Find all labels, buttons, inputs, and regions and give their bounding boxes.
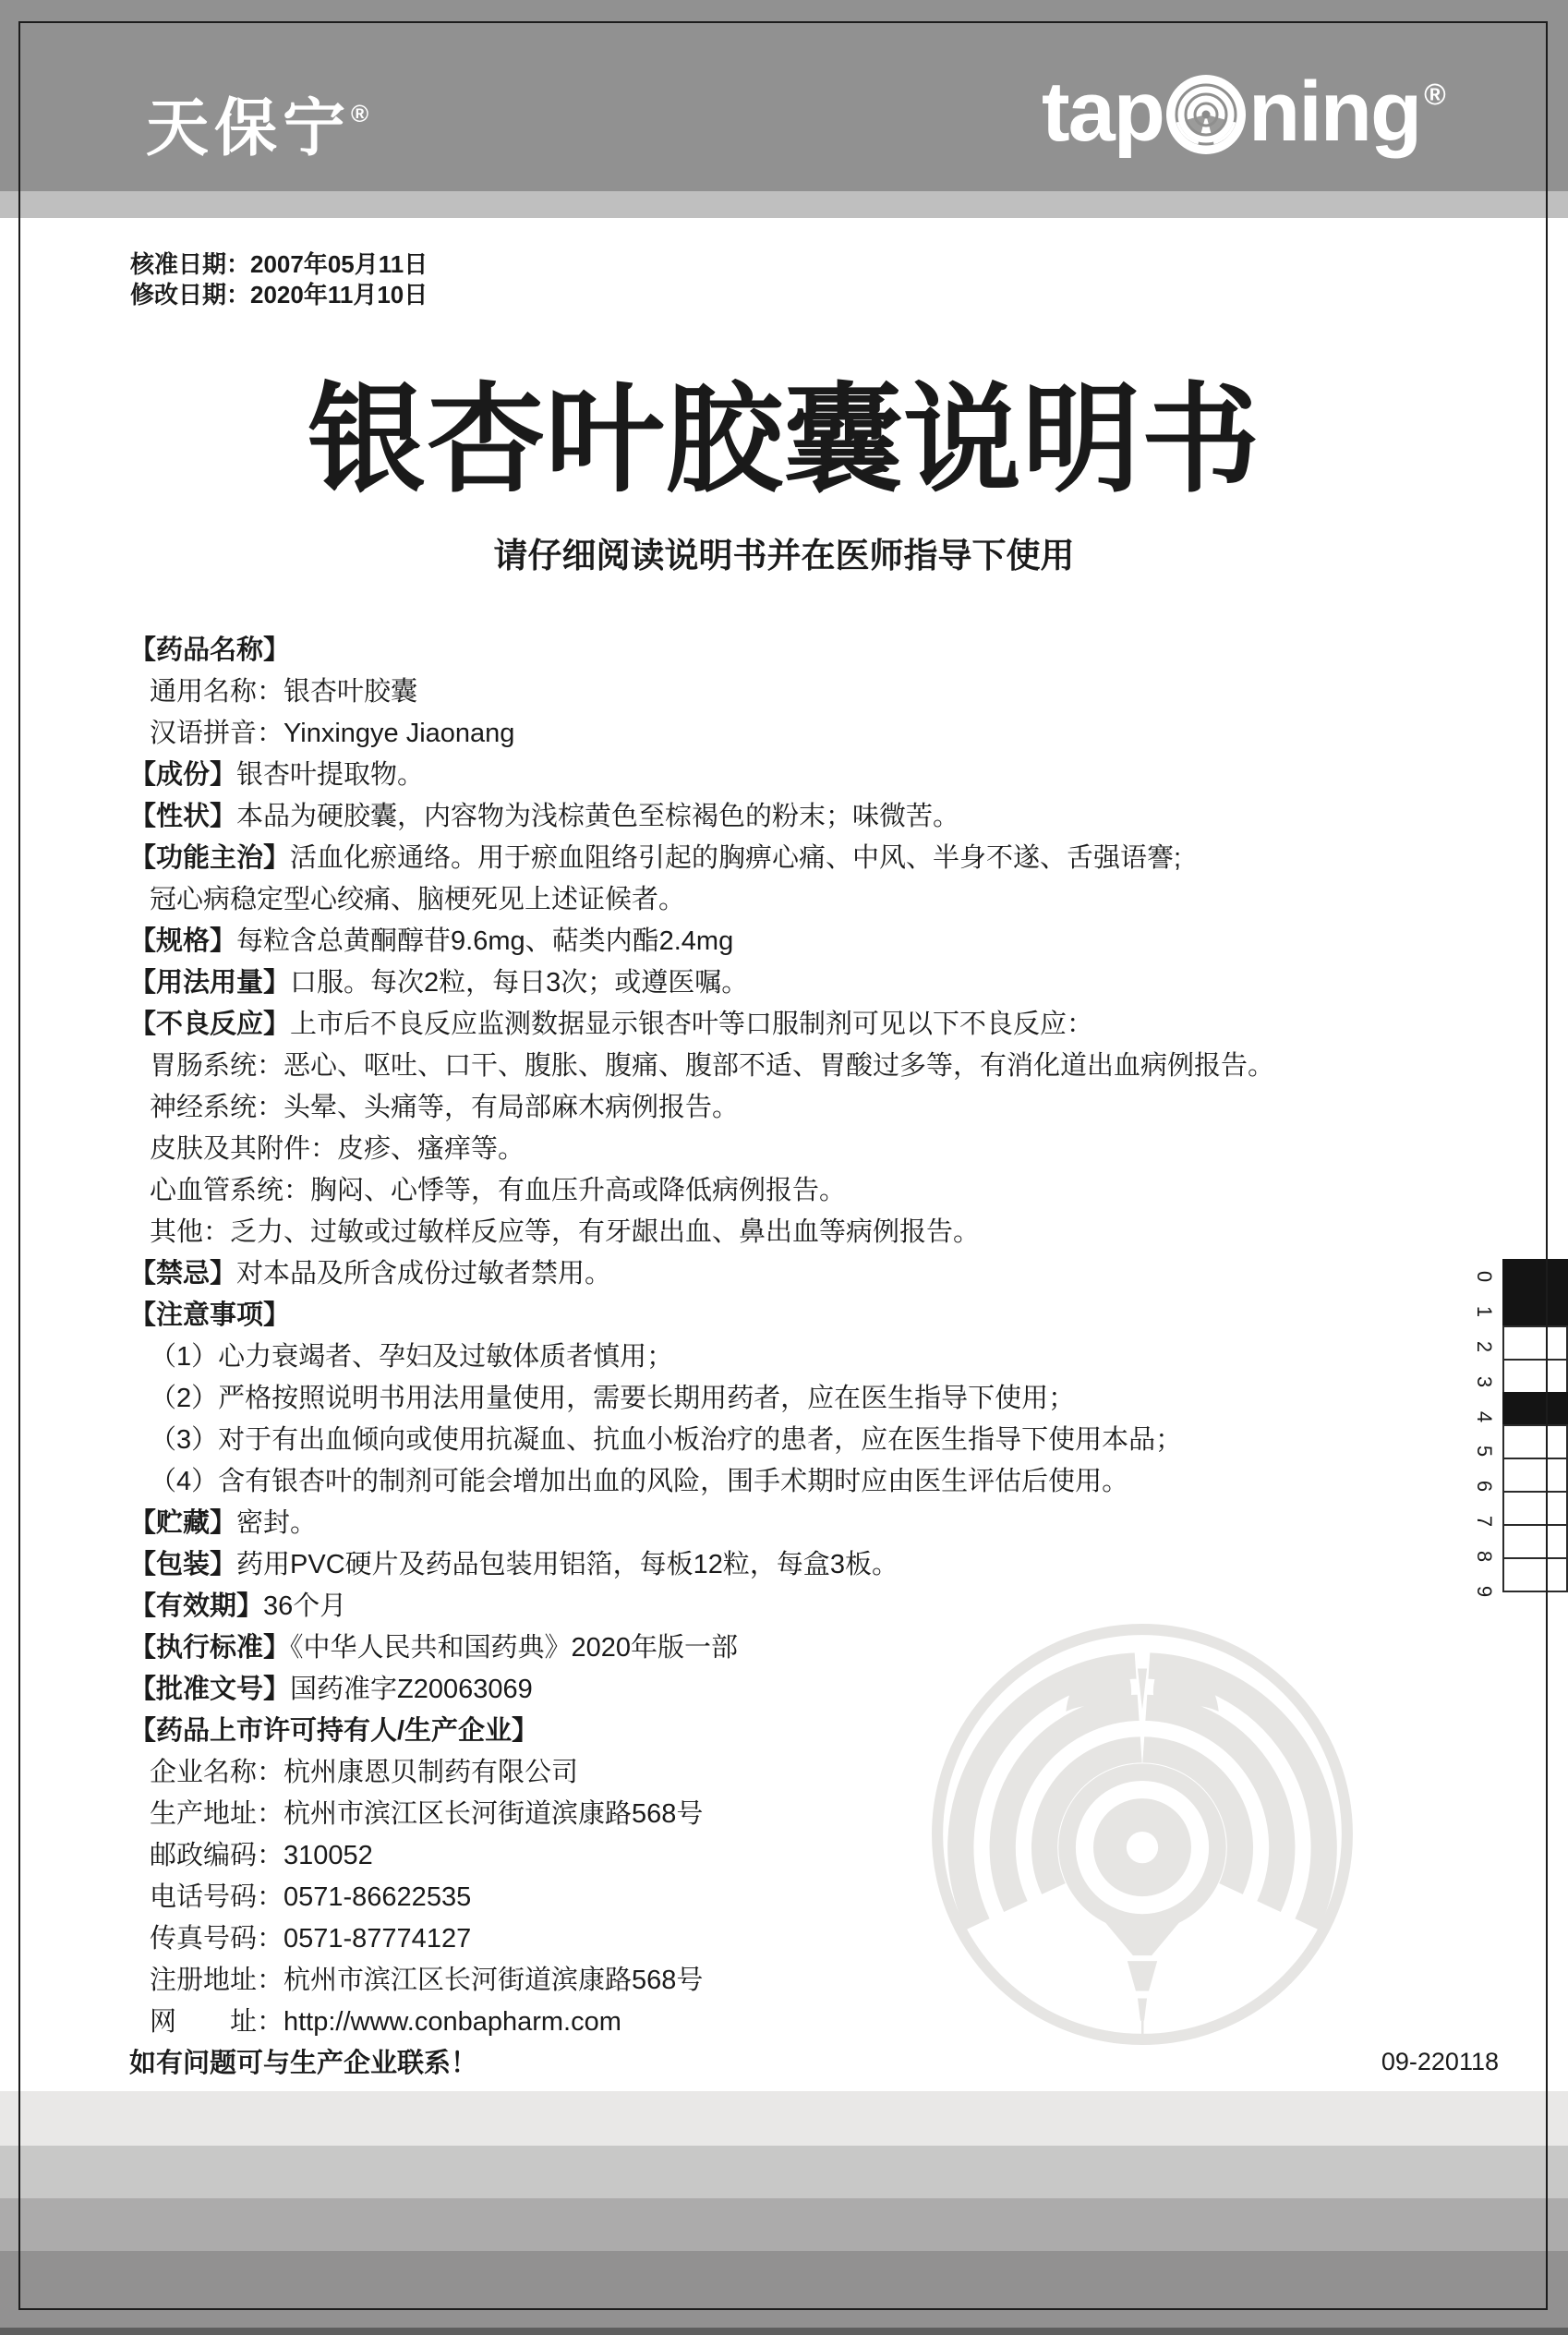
registration-cell: [1502, 1557, 1568, 1592]
registration-number: 7: [1473, 1516, 1497, 1528]
body-line: [129, 1295, 1274, 1337]
registration-number: 3: [1473, 1375, 1497, 1387]
body-line: 【执行标准】《中华人民共和国药典》2020年版一部: [129, 1633, 739, 1663]
body-line: （3）对于有出血倾向或使用抗凝血、抗血小板治疗的患者，应在医生指导下使用本品；: [150, 1425, 1183, 1455]
section-label: 【用法用量】: [129, 968, 291, 998]
registration-cell: [1502, 1424, 1568, 1459]
header-strip: [0, 191, 1568, 218]
print-code: 09-220118: [1381, 2048, 1499, 2075]
registration-number: 9: [1473, 1585, 1497, 1598]
body-line: 冠心病稳定型心绞痛、脑梗死见上述证候者。: [150, 885, 686, 914]
section-label: 【功能主治】: [129, 843, 291, 873]
body-line: 【批准文号】国药准字Z20063069: [129, 1675, 533, 1704]
gradient-band-mid: [0, 2198, 1568, 2251]
section-label: 【注意事项】: [129, 1301, 291, 1330]
body-line: 汉语拼音：Yinxingye Jiaonang: [150, 719, 515, 748]
taponing-o-logo-icon: [1165, 74, 1247, 155]
body-line: 【贮藏】密封。: [129, 1508, 318, 1538]
registration-number: 8: [1473, 1550, 1497, 1563]
body-line: 【用法用量】口服。每次2粒，每日3次；或遵医嘱。: [129, 968, 749, 998]
registration-cell: [1502, 1359, 1568, 1394]
revision-date: 修改日期：2020年11月10日: [130, 281, 428, 309]
section-label: 【贮藏】: [129, 1508, 237, 1538]
brand-cn-text: 天保宁: [146, 93, 352, 163]
section-label: 【禁忌】: [129, 1259, 237, 1288]
brand-en-right: ning: [1248, 65, 1421, 159]
body-line: 【性状】本品为硬胶囊，内容物为浅棕黄色至棕褐色的粉末；味微苦。: [129, 802, 960, 831]
body-line: 其他：乏力、过敏或过敏样反应等，有牙龈出血、鼻出血等病例报告。: [150, 1217, 981, 1247]
brand-logo-cn: [146, 78, 368, 164]
body-line: 【有效期】36个月: [129, 1591, 347, 1621]
registration-number: 0: [1473, 1270, 1497, 1283]
body-line: [129, 1711, 1274, 1752]
registration-cell: [1502, 1524, 1568, 1559]
gradient-band-edge: [0, 2328, 1568, 2335]
registration-cell: [1502, 1458, 1568, 1493]
body-line: 皮肤及其附件：皮疹、瘙痒等。: [150, 1134, 525, 1164]
approval-date: 核准日期：2007年05月11日: [130, 250, 428, 278]
registered-trademark-icon: ®: [1424, 78, 1444, 111]
body-line: 【禁忌】对本品及所含成份过敏者禁用。: [129, 1259, 612, 1288]
registration-number: 1: [1473, 1305, 1497, 1317]
section-label: 【执行标准】: [129, 1633, 291, 1663]
body-line: 传真号码：0571-87774127: [150, 1924, 472, 1954]
brand-en-left: tap: [1042, 65, 1164, 159]
body-line: （1）心力衰竭者、孕妇及过敏体质者慎用；: [150, 1342, 674, 1372]
registration-cell: [1502, 1491, 1568, 1526]
body-line: 【规格】每粒含总黄酮醇苷9.6mg、萜类内酯2.4mg: [129, 926, 734, 956]
registration-number: 2: [1473, 1340, 1497, 1352]
section-label: 【药品名称】: [129, 635, 291, 665]
body-line: 【包装】药用PVC硬片及药品包装用铝箔，每板12粒，每盒3板。: [129, 1550, 899, 1579]
body-line: 如有问题可与生产企业联系！: [129, 2049, 478, 2078]
section-label: 【批准文号】: [129, 1675, 291, 1704]
registered-trademark-icon: ®: [351, 100, 369, 127]
body-line: 胃肠系统：恶心、呕吐、口干、腹胀、腹痛、腹部不适、胃酸过多等，有消化道出血病例报告。: [150, 1051, 1275, 1081]
registration-cell: [1502, 1325, 1568, 1361]
section-label: 【有效期】: [129, 1591, 264, 1621]
body-line: 邮政编码：310052: [150, 1841, 373, 1870]
body-line: 生产地址：杭州市滨江区长河街道滨康路568号: [150, 1799, 704, 1829]
body-line: 神经系统：头晕、头痛等，有局部麻木病例报告。: [150, 1093, 740, 1122]
body-line: 心血管系统：胸闷、心悸等，有血压升高或降低病例报告。: [150, 1176, 847, 1205]
gradient-band-dark: [0, 2251, 1568, 2328]
page-title: 银杏叶胶囊说明书: [307, 374, 1260, 506]
registration-cell: [1502, 1392, 1568, 1427]
registration-number: 4: [1473, 1410, 1497, 1422]
section-label: 【药品上市许可持有人/生产企业】: [129, 1716, 539, 1746]
body-line: [129, 630, 1274, 671]
page-subtitle: 请仔细阅读说明书并在医师指导下使用: [493, 537, 1075, 575]
gradient-band-light: [0, 2091, 1568, 2146]
body-line: 企业名称：杭州康恩贝制药有限公司: [150, 1758, 579, 1787]
registration-number: 5: [1473, 1446, 1497, 1458]
section-label: 【性状】: [129, 802, 237, 831]
gradient-band-mid-light: [0, 2146, 1568, 2198]
registration-strip: [1502, 1259, 1568, 1592]
body-line: （4）含有银杏叶的制剂可能会增加出血的风险，围手术期时应由医生评估后使用。: [150, 1467, 1129, 1496]
registration-cell: [1502, 1259, 1568, 1294]
section-label: 【不良反应】: [129, 1010, 291, 1039]
section-label: 【成份】: [129, 760, 237, 790]
body-line: 注册地址：杭州市滨江区长河街道滨康路568号: [150, 1966, 704, 1995]
body-line: （2）严格按照说明书用法用量使用，需要长期用药者，应在医生指导下使用；: [150, 1384, 1076, 1413]
brand-logo-en: [1042, 61, 1444, 163]
registration-number: 6: [1473, 1481, 1497, 1493]
body-lines: [129, 630, 1274, 2085]
body-line: 【不良反应】上市后不良反应监测数据显示银杏叶等口服制剂可见以下不良反应：: [129, 1010, 1094, 1039]
body-line: 通用名称：银杏叶胶囊: [150, 677, 418, 707]
body-line: 电话号码：0571-86622535: [150, 1882, 472, 1912]
registration-strip-numbers: [1470, 1259, 1498, 1609]
date-block: [130, 249, 428, 310]
registration-cell: [1502, 1292, 1568, 1327]
section-label: 【规格】: [129, 926, 237, 956]
body-line: 【功能主治】活血化瘀通络。用于瘀血阻络引起的胸痹心痛、中风、半身不遂、舌强语謇;: [129, 843, 1182, 873]
body-line: 网 址：http://www.conbapharm.com: [150, 2007, 621, 2037]
section-label: 【包装】: [129, 1550, 237, 1579]
body-line: 【成份】银杏叶提取物。: [129, 760, 425, 790]
